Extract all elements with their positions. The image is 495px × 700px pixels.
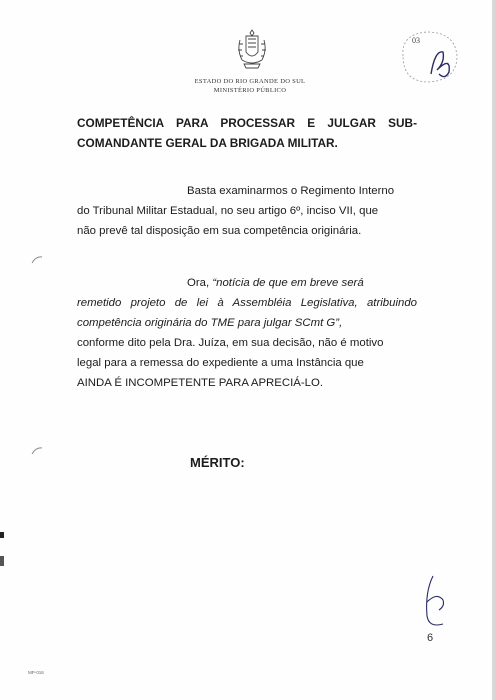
handwritten-initials xyxy=(413,572,453,632)
stamp-number: 03 xyxy=(412,36,420,45)
form-code: MP-016 xyxy=(28,670,44,675)
page-stamp-circle xyxy=(393,26,463,86)
merit-heading: MÉRITO: xyxy=(190,455,245,470)
scan-edge-mark xyxy=(0,556,4,566)
paragraph-line: não prevê tal disposição em sua competência originária. xyxy=(77,225,362,237)
heading-line: COMANDANTE GERAL DA BRIGADA MILITAR. xyxy=(77,136,338,150)
coat-of-arms-icon xyxy=(234,28,270,72)
section-heading xyxy=(77,113,417,153)
paragraph-1 xyxy=(77,181,417,241)
paragraph-2 xyxy=(77,273,417,393)
quoted-text: competência originária do TME para julgar SCmt G”, xyxy=(77,317,343,329)
paragraph-line: conforme dito pela Dra. Juíza, em sua decisão, não é motivo xyxy=(77,337,384,349)
scan-edge-mark xyxy=(0,532,4,538)
paragraph-line: do Tribunal Militar Estadual, no seu artigo 6º, inciso VII, que xyxy=(77,205,379,217)
margin-tick-mark xyxy=(30,255,44,265)
paragraph-text: Ora, xyxy=(187,277,213,289)
page-number: 6 xyxy=(427,632,434,644)
header-institution: MINISTÉRIO PÚBLICO xyxy=(213,87,287,94)
paragraph-line: AINDA É INCOMPETENTE PARA APRECIÁ-LO. xyxy=(77,377,324,389)
header-state-name: ESTADO DO RIO GRANDE DO SUL xyxy=(194,78,306,85)
margin-tick-mark xyxy=(30,446,44,456)
paragraph-line: Basta examinarmos o Regimento Interno xyxy=(187,185,395,197)
paragraph-line xyxy=(77,273,417,293)
quoted-text: “notícia de que em breve será xyxy=(212,277,364,289)
quoted-text: remetido projeto de lei à Assembléia Legislativa, atribuindo xyxy=(77,297,417,309)
heading-line: COMPETÊNCIA PARA PROCESSAR E JULGAR SUB- xyxy=(77,116,417,130)
paragraph-line: legal para a remessa do expediente a uma Instância que xyxy=(77,357,364,369)
